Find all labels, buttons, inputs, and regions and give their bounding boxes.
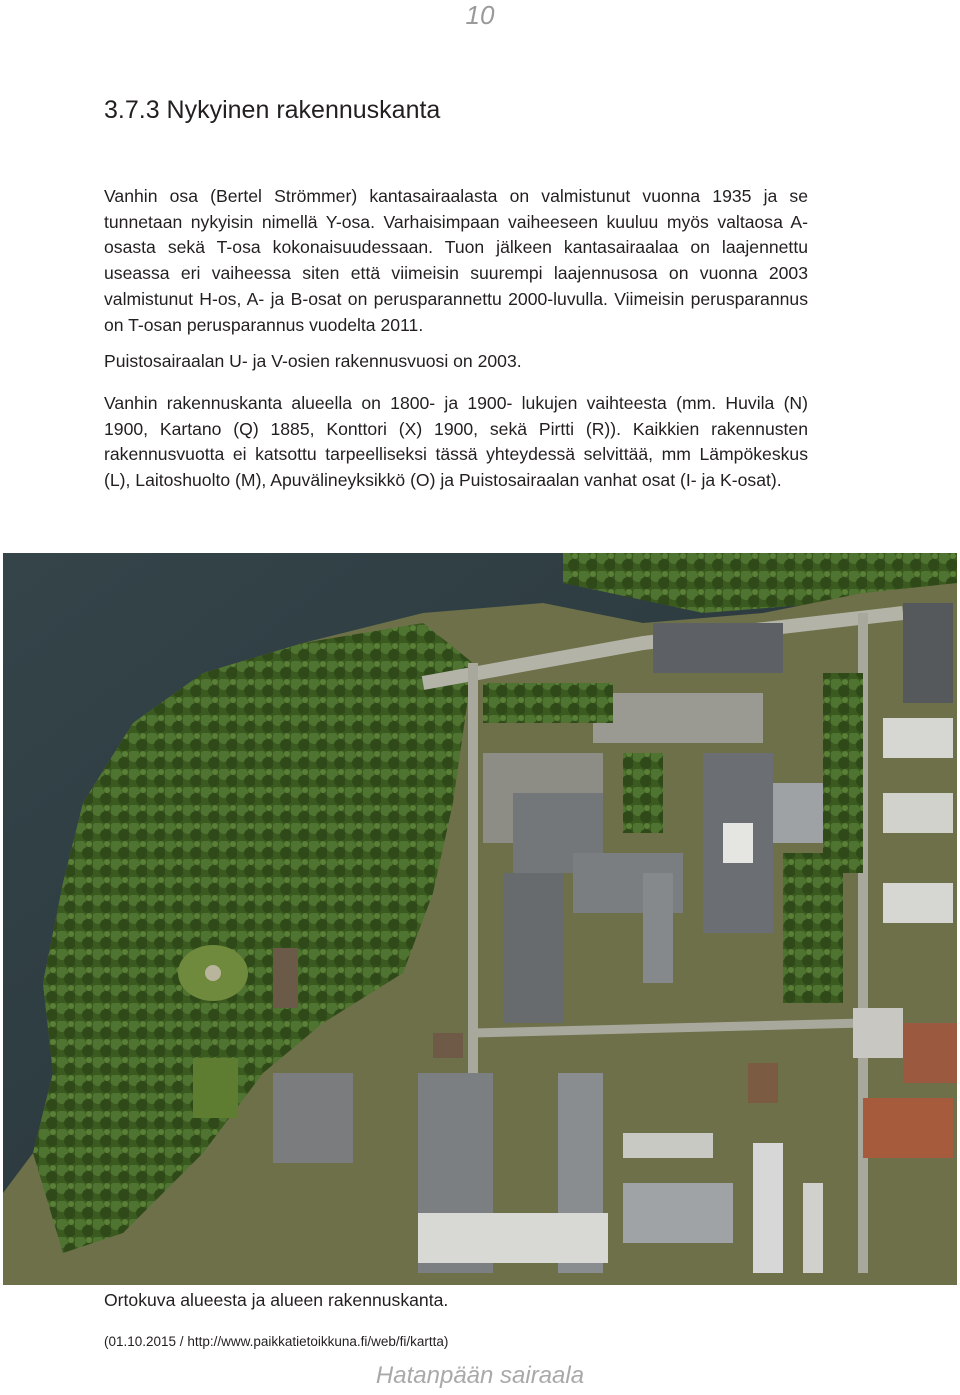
aerial-photo-illustration	[3, 553, 957, 1285]
paragraph-building-history: Vanhin osa (Bertel Strömmer) kantasairaalasta on valmistunut vuonna 1935 ja se tunnetaan nykyisin nimellä Y-osa. Varhaisimpaan vaiheeseen kuuluu myös valtaosa A-osasta sekä T-osa kokonaisuudessaan. Tuon jälkeen kantasairaalaa on laajennettu useassa eri vaiheessa siten että viimeisin suurempi laajennusosa on vuonna 2003 valmistunut H-os, A- ja B-osat on perusparannettu 2000-luvulla. Viimeisin perusparannus on T-osan perusparannus vuodelta 2011.	[104, 186, 808, 335]
paragraph-oldest-buildings: Vanhin rakennuskanta alueella on 1800- ja 1900- lukujen vaihteesta (mm. Huvila (N) 1900, Kartano (Q) 1885, Konttori (X) 1900, sekä Pirtti (R)). Kaikkien rakennusten rakennusvuotta ei katsottu tarpeelliseksi tässä yhteydessä selvittää, mm Lämpökeskus (L), Laitoshuolto (M), Apuvälineyksikkö (O) ja Puistosairaalan vanhat osat (I- ja K-osat).	[104, 393, 808, 491]
photo-source: (01.10.2015 / http://www.paikkatietoikkuna.fi/web/fi/kartta)	[104, 1334, 449, 1349]
paragraph-puistosairaala: Puistosairaalan U- ja V-osien rakennusvuosi on 2003.	[104, 351, 522, 371]
page-number: 10	[465, 0, 495, 30]
section-heading: 3.7.3 Nykyinen rakennuskanta	[104, 96, 441, 124]
aerial-orthophoto	[3, 553, 957, 1285]
photo-caption: Ortokuva alueesta ja alueen rakennuskanta.	[104, 1290, 449, 1310]
footer-document-title: Hatanpään sairaala	[375, 1362, 585, 1389]
